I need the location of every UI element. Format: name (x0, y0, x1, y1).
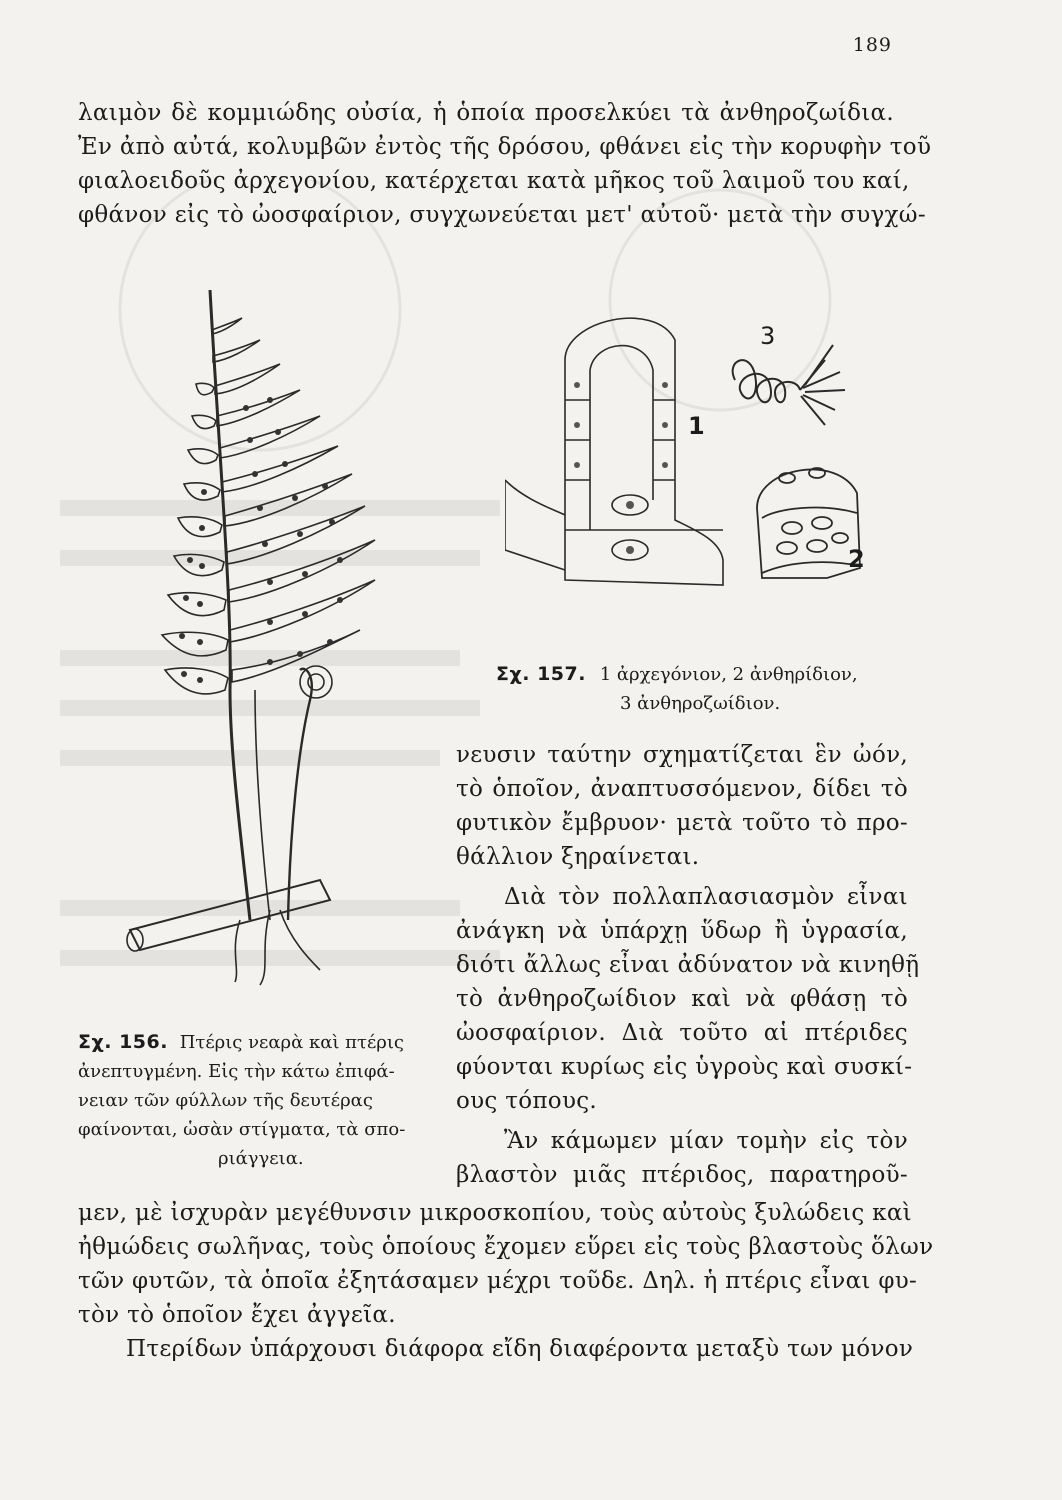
text-line: φθάνον εἰς τὸ ὠοσφαίριον, συγχωνεύεται μετ' αὐτοῦ· μετὰ τὴν συγχώ- (78, 202, 926, 228)
figure-157-label: Σχ. 157. (496, 663, 586, 685)
text-line: φύονται κυρίως εἰς ὑγροὺς καὶ συσκί- (456, 1054, 913, 1080)
fern-illustration (120, 270, 450, 990)
antherozoid-illustration (725, 330, 855, 440)
caption-line: 3 ἀνθηροζωίδιον. (620, 693, 781, 714)
archegonium-illustration (505, 300, 725, 590)
caption-line: φαίνονται, ὡσὰν στίγματα, τὰ σπο- (78, 1119, 406, 1140)
figure-label-2: 2 (848, 545, 865, 573)
text-line: ἀνάγκη νὰ ὑπάρχῃ ὕδωρ ἢ ὑγρασία, (456, 918, 908, 944)
text-line: λαιμὸν δὲ κομμιώδης οὐσία, ἡ ὁποία προσελκύει τὰ ἀνθηροζωίδια. (78, 100, 894, 126)
text-line: τὸν τὸ ὁποῖον ἔχει ἀγγεῖα. (78, 1302, 396, 1328)
right-column-paragraph-2 (456, 880, 920, 1118)
text-line: ὠοσφαίριον. Διὰ τοῦτο αἱ πτέριδες (456, 1020, 908, 1046)
text-line: θάλλιον ξηραίνεται. (456, 844, 700, 870)
figure-156-label: Σχ. 156. (78, 1031, 168, 1053)
text-line: τὸ ἀνθηροζωίδιον καὶ νὰ φθάσῃ τὸ (456, 986, 908, 1012)
text-line: φιαλοειδοῦς ἀρχεγονίου, κατέρχεται κατὰ μῆκος τοῦ λαιμοῦ του καί, (78, 168, 910, 194)
figure-157-caption (496, 660, 916, 718)
text-line: Ἐν ἀπὸ αὐτά, κολυμβῶν ἐντὸς τῆς δρόσου, φθάνει εἰς τὴν κορυφὴν τοῦ (78, 134, 932, 160)
caption-line: νειαν τῶν φύλλων τῆς δευτέρας (78, 1090, 373, 1111)
text-line: μεν, μὲ ἰσχυρὰν μεγέθυνσιν μικροσκοπίου, τοὺς αὐτοὺς ξυλώδεις καὶ (78, 1200, 913, 1226)
text-line: ους τόπους. (456, 1088, 598, 1114)
caption-line: Πτέρις νεαρὰ καὶ πτέρις (179, 1032, 405, 1053)
text-line: Ἂν κάμωμεν μίαν τομὴν εἰς τὸν (504, 1128, 908, 1154)
caption-line: ριάγγεια. (218, 1148, 304, 1169)
right-column-paragraph-1 (456, 738, 908, 874)
bottom-paragraph (78, 1196, 934, 1366)
text-line: Πτερίδων ὑπάρχουσι διάφορα εἴδη διαφέροντα μεταξὺ των μόνον (126, 1336, 914, 1362)
figure-label-1: 1 (688, 412, 705, 440)
right-column-paragraph-3 (456, 1124, 908, 1192)
figure-156-caption (78, 1028, 438, 1173)
text-line: διότι ἄλλως εἶναι ἀδύνατον νὰ κινηθῇ (456, 952, 920, 978)
figure-label-3: 3 (760, 322, 776, 350)
text-line: νευσιν ταύτην σχηματίζεται ἓν ὠόν, (456, 742, 908, 768)
top-paragraph (78, 96, 932, 232)
text-line: τὸ ὁποῖον, ἀναπτυσσόμενον, δίδει τὸ (456, 776, 908, 802)
page-number: 189 (852, 34, 892, 56)
text-line: ἠθμώδεις σωλῆνας, τοὺς ὁποίους ἔχομεν εὕρει εἰς τοὺς βλαστοὺς ὅλων (78, 1234, 934, 1260)
text-line: τῶν φυτῶν, τὰ ὁποῖα ἐξητάσαμεν μέχρι τοῦδε. Δηλ. ἡ πτέρις εἶναι φυ- (78, 1268, 918, 1294)
caption-line: ἀνεπτυγμένη. Εἰς τὴν κάτω ἐπιφά- (78, 1061, 395, 1082)
text-line: φυτικὸν ἔμβρυον· μετὰ τοῦτο τὸ προ- (456, 810, 908, 836)
text-line: Διὰ τὸν πολλαπλασιασμὸν εἶναι (504, 884, 908, 910)
caption-line: 1 ἀρχεγόνιον, 2 ἀνθηρίδιον, (599, 664, 858, 685)
text-line: βλαστὸν μιᾶς πτέριδος, παρατηροῦ- (456, 1162, 908, 1188)
